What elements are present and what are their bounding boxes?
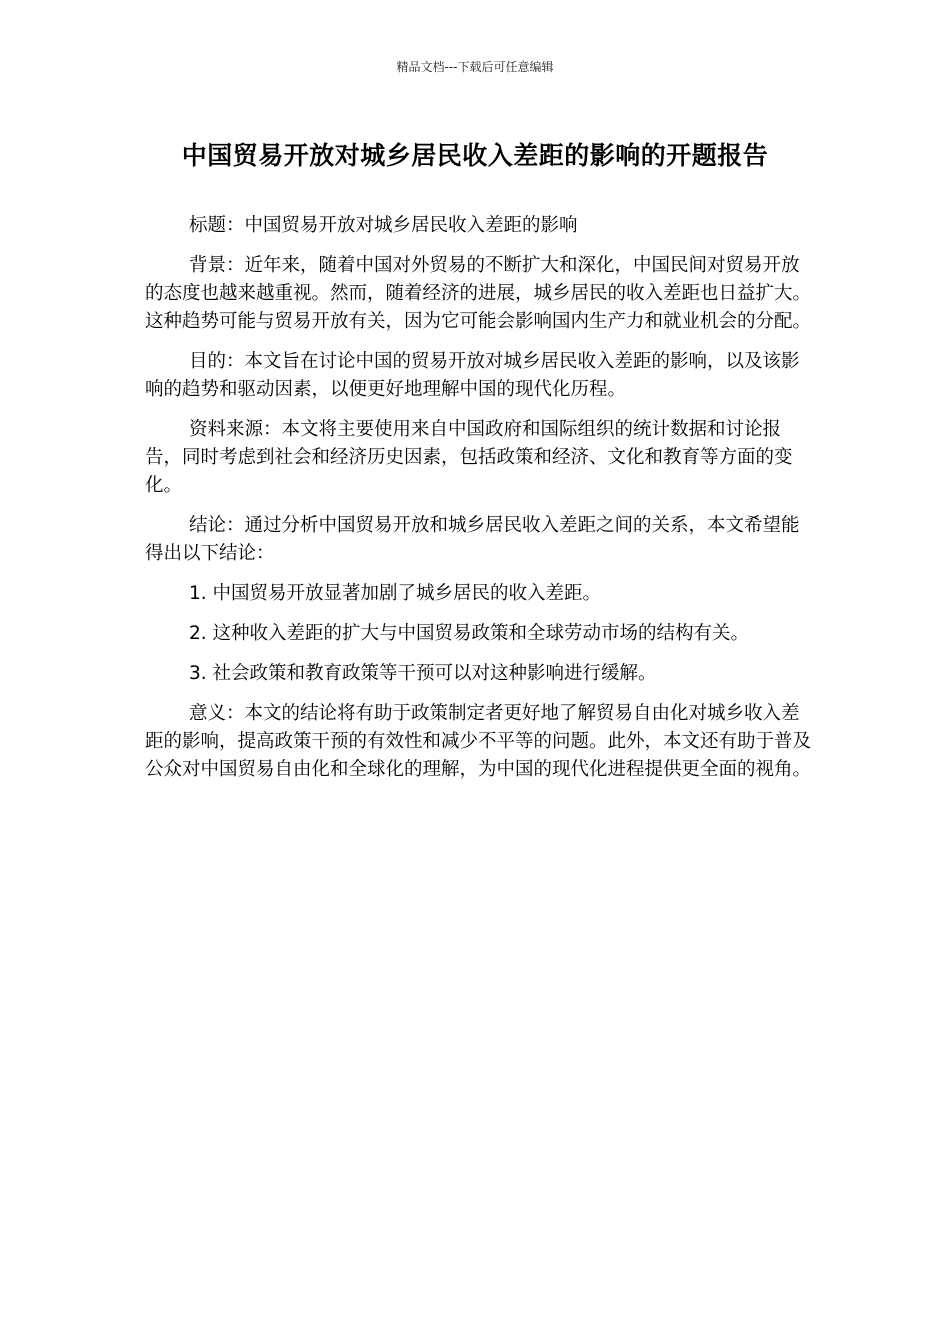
paragraph-purpose: 目的：本文旨在讨论中国的贸易开放对城乡居民收入差距的影响，以及该影响的趋势和驱动因素，以便更好地理解中国的现代化历程。 <box>145 351 800 400</box>
document-title: 中国贸易开放对城乡居民收入差距的影响的开题报告 <box>181 141 769 170</box>
paragraph-subject: 标题：中国贸易开放对城乡居民收入差距的影响 <box>189 215 578 236</box>
paragraph-sources: 资料来源：本文将主要使用来自中国政府和国际组织的统计数据和讨论报告，同时考虑到社会和经济历史因素，包括政策和经济、文化和教育等方面的变化。 <box>145 419 793 496</box>
paragraph-significance: 意义：本文的结论将有助于政策制定者更好地了解贸易自由化对城乡收入差距的影响，提高政策干预的有效性和减少不平等的问题。此外，本文还有助于普及公众对中国贸易自由化和全球化的理解，为中国的现代化进程提供更全面的视角。 <box>145 703 812 780</box>
header-note: 精品文档---下载后可任意编辑 <box>396 60 554 74</box>
paragraph-background: 背景：近年来，随着中国对外贸易的不断扩大和深化，中国民间对贸易开放的态度也越来越重视。然而，随着经济的进展，城乡居民的收入差距也日益扩大。这种趋势可能与贸易开放有关，因为它可能会影响国内生产力和就业机会的分配。 <box>145 255 812 332</box>
conclusion-item: 2. 这种收入差距的扩大与中国贸易政策和全球劳动市场的结构有关。 <box>189 623 750 644</box>
conclusion-item: 3. 社会政策和教育政策等干预可以对这种影响进行缓解。 <box>189 663 657 684</box>
paragraph-conclusion-intro: 结论：通过分析中国贸易开放和城乡居民收入差距之间的关系，本文希望能得出以下结论： <box>145 515 800 564</box>
document-body <box>145 212 813 796</box>
conclusion-item: 1. 中国贸易开放显著加剧了城乡居民的收入差距。 <box>189 583 602 604</box>
